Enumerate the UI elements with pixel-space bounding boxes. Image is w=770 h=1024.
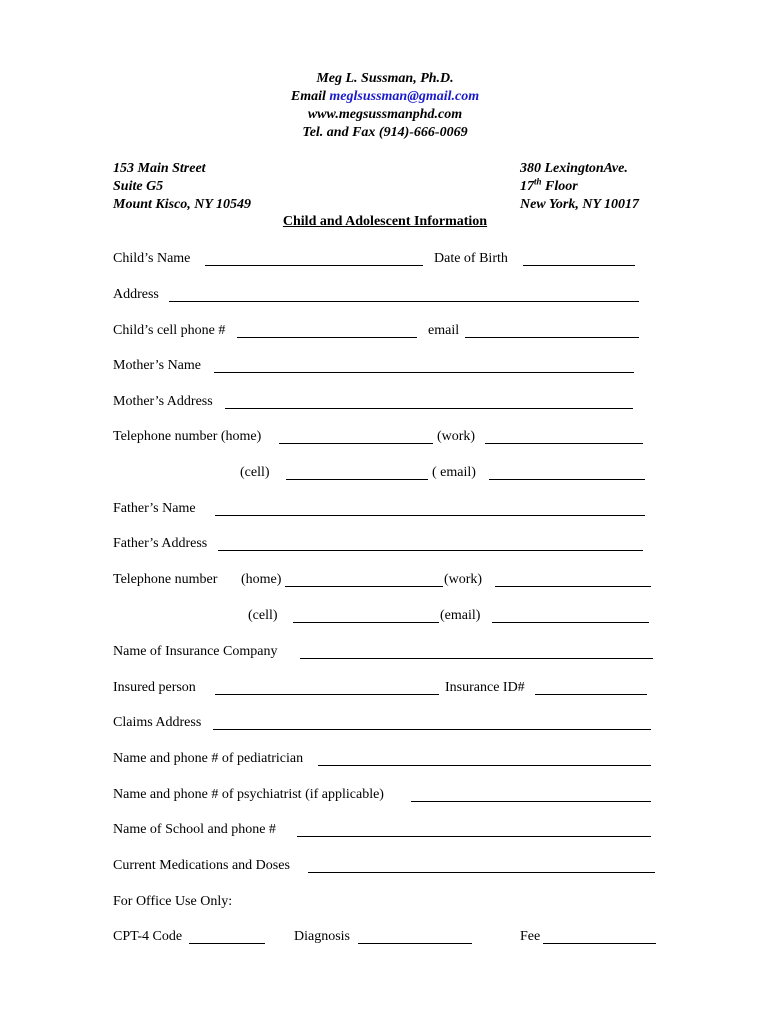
floor-label: Floor xyxy=(541,179,578,194)
pediatrician-field[interactable] xyxy=(318,765,651,766)
address-line: 153 Main Street xyxy=(113,161,206,176)
father-phone-work-label: (work) xyxy=(444,572,483,587)
child-email-label: email xyxy=(428,323,460,338)
fee-field[interactable] xyxy=(543,943,656,944)
childs-name-field[interactable] xyxy=(205,265,423,266)
row-mother-cell xyxy=(113,464,653,484)
diagnosis-field[interactable] xyxy=(358,943,472,944)
row-mothers-name xyxy=(113,357,653,377)
row-pediatrician xyxy=(113,750,658,770)
row-childs-cell xyxy=(113,322,653,342)
psychiatrist-field[interactable] xyxy=(411,801,651,802)
row-address xyxy=(113,286,653,306)
school-label: Name of School and phone # xyxy=(113,822,276,837)
mother-email-field[interactable] xyxy=(489,479,645,480)
row-insured-person xyxy=(113,679,658,699)
row-mother-telephone xyxy=(113,428,653,448)
father-email-label: (email) xyxy=(440,608,481,623)
mother-phone-work-label: (work) xyxy=(437,429,476,444)
row-billing xyxy=(113,928,658,948)
row-mothers-address xyxy=(113,393,653,413)
father-cell-field[interactable] xyxy=(293,622,439,623)
father-telephone-label: Telephone number xyxy=(113,572,218,587)
fathers-name-field[interactable] xyxy=(215,515,645,516)
practitioner-telephone: Tel. and Fax (914)-666-0069 xyxy=(302,125,468,140)
row-father-telephone xyxy=(113,571,658,591)
address-line: Suite G5 xyxy=(113,179,164,194)
form-title xyxy=(0,213,770,231)
fathers-address-field[interactable] xyxy=(218,550,643,551)
row-psychiatrist xyxy=(113,786,658,806)
date-of-birth-field[interactable] xyxy=(523,265,635,266)
row-office-use xyxy=(113,893,658,913)
mothers-name-field[interactable] xyxy=(214,372,634,373)
insurance-company-label: Name of Insurance Company xyxy=(113,644,278,659)
psychiatrist-label: Name and phone # of psychiatrist (if applicable) xyxy=(113,787,384,802)
cpt-code-field[interactable] xyxy=(189,943,265,944)
email-link[interactable]: meglsussman@gmail.com xyxy=(329,89,480,104)
address-field[interactable] xyxy=(169,301,639,302)
office-address-mount-kisco xyxy=(113,160,251,214)
address-label: Address xyxy=(113,287,159,302)
row-fathers-address xyxy=(113,535,653,555)
office-address-new-york xyxy=(520,160,639,214)
row-medications xyxy=(113,857,658,877)
fathers-address-label: Father’s Address xyxy=(113,536,208,551)
child-email-field[interactable] xyxy=(465,337,639,338)
practitioner-name: Meg L. Sussman, Ph.D. xyxy=(316,71,454,86)
mother-phone-home-field[interactable] xyxy=(279,443,433,444)
claims-address-field[interactable] xyxy=(213,729,651,730)
medications-label: Current Medications and Doses xyxy=(113,858,290,873)
school-field[interactable] xyxy=(297,836,651,837)
address-line: Mount Kisco, NY 10549 xyxy=(113,197,251,212)
father-email-field[interactable] xyxy=(492,622,649,623)
insurance-id-field[interactable] xyxy=(535,694,647,695)
row-claims-address xyxy=(113,714,658,734)
cpt-code-label: CPT-4 Code xyxy=(113,929,183,944)
medications-field[interactable] xyxy=(308,872,655,873)
mother-phone-home-label: Telephone number (home) xyxy=(113,429,262,444)
claims-address-label: Claims Address xyxy=(113,715,202,730)
practitioner-email-line xyxy=(0,88,770,106)
insurance-company-field[interactable] xyxy=(300,658,653,659)
mother-email-label: ( email) xyxy=(432,465,476,480)
floor-suffix: th xyxy=(534,176,542,187)
father-phone-home-field[interactable] xyxy=(285,586,443,587)
father-phone-work-field[interactable] xyxy=(495,586,651,587)
mother-phone-work-field[interactable] xyxy=(485,443,643,444)
row-insurance-company xyxy=(113,643,658,663)
office-use-label: For Office Use Only: xyxy=(113,894,233,909)
childs-cell-field[interactable] xyxy=(237,337,417,338)
address-line-floor xyxy=(520,178,639,196)
childs-name-label: Child’s Name xyxy=(113,251,191,266)
row-childs-name xyxy=(113,250,653,270)
pediatrician-label: Name and phone # of pediatrician xyxy=(113,751,304,766)
mothers-address-label: Mother’s Address xyxy=(113,394,213,409)
email-label: Email xyxy=(290,89,326,104)
childs-cell-label: Child’s cell phone # xyxy=(113,323,226,338)
row-father-cell xyxy=(113,607,658,627)
fee-label: Fee xyxy=(520,929,541,944)
insurance-id-label: Insurance ID# xyxy=(445,680,525,695)
mother-cell-field[interactable] xyxy=(286,479,428,480)
row-fathers-name xyxy=(113,500,653,520)
address-line: New York, NY 10017 xyxy=(520,197,639,212)
mother-cell-label: (cell) xyxy=(240,465,270,480)
father-phone-home-label: (home) xyxy=(241,572,282,587)
father-cell-label: (cell) xyxy=(248,608,278,623)
mothers-name-label: Mother’s Name xyxy=(113,358,201,373)
insured-person-label: Insured person xyxy=(113,680,196,695)
address-line: 380 LexingtonAve. xyxy=(520,161,628,176)
fathers-name-label: Father’s Name xyxy=(113,501,196,516)
diagnosis-label: Diagnosis xyxy=(294,929,350,944)
row-school xyxy=(113,821,658,841)
date-of-birth-label: Date of Birth xyxy=(434,251,508,266)
floor-number: 17 xyxy=(520,179,534,194)
practitioner-website[interactable]: www.megsussmanphd.com xyxy=(307,107,463,122)
form-title-text: Child and Adolescent Information xyxy=(282,214,488,229)
insured-person-field[interactable] xyxy=(215,694,439,695)
mothers-address-field[interactable] xyxy=(225,408,633,409)
